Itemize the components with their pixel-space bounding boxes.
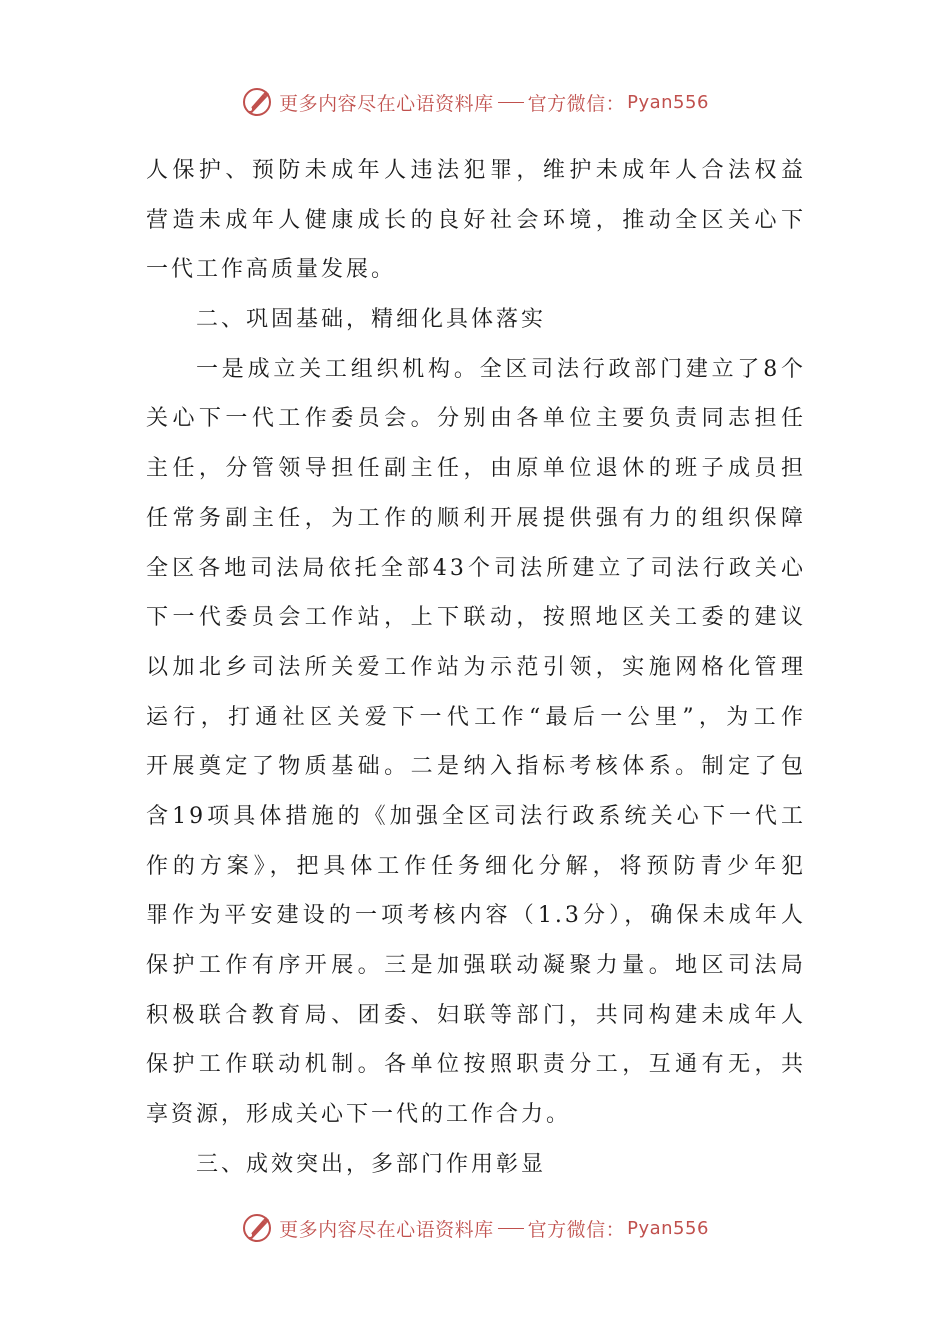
text-line: 保护工作有序开展。三是加强联动凝聚力量。地区司法局 xyxy=(146,953,806,978)
text-line: 运行，打通社区关爱下一代工作“最后一公里”，为工作 xyxy=(146,704,806,730)
pen-logo-icon xyxy=(241,86,273,118)
text-line: 全区各地司法局依托全部43个司法所建立了司法行政关心 xyxy=(146,555,806,581)
watermark-suffix: 官方微信： xyxy=(527,92,626,115)
text-line: 关心下一代工作委员会。分别由各单位主要负责同志担任 xyxy=(146,406,806,432)
watermark-text: 更多内容尽在心语资料库 xyxy=(279,92,494,115)
text-line: 任常务副主任，为工作的顺利开展提供强有力的组织保障 xyxy=(146,505,806,531)
text-line: 一代工作高质量发展。 xyxy=(146,257,397,283)
text-line: 保护工作联动机制。各单位按照职责分工，互通有无，共 xyxy=(146,1052,806,1078)
text-line: 主任，分管领导担任副主任，由原单位退休的班子成员担 xyxy=(146,456,806,482)
text-line: 下一代委员会工作站，上下联动，按照地区关工委的建议 xyxy=(146,605,806,631)
text-line: 一是成立关工组织机构。全区司法行政部门建立了8个 xyxy=(196,356,806,382)
document-body xyxy=(146,146,806,1189)
watermark-text: 更多内容尽在心语资料库 xyxy=(279,1218,494,1241)
text-line: 罪作为平安建设的一项考核内容（1.3分），确保未成年人 xyxy=(146,903,806,929)
pen-logo-icon xyxy=(241,1212,273,1244)
watermark-dash xyxy=(498,102,524,103)
watermark-footer xyxy=(0,1208,950,1248)
watermark-suffix: 官方微信： xyxy=(527,1218,626,1241)
text-line: 享资源，形成关心下一代的工作合力。 xyxy=(146,1102,572,1128)
watermark-handle: Pyan556 xyxy=(627,91,709,113)
text-line: 以加北乡司法所关爱工作站为示范引领，实施网格化管理 xyxy=(146,654,806,680)
watermark-dash xyxy=(498,1228,524,1229)
watermark-handle: Pyan556 xyxy=(627,1217,709,1239)
text-line: 积极联合教育局、团委、妇联等部门，共同构建未成年人 xyxy=(146,1002,806,1028)
text-line: 含19项具体措施的《加强全区司法行政系统关心下一代工 xyxy=(146,803,806,829)
watermark-header xyxy=(0,82,950,122)
text-line: 作的方案》，把具体工作任务细化分解，将预防青少年犯 xyxy=(146,853,806,879)
section-heading: 三、成效突出，多部门作用彰显 xyxy=(196,1151,547,1177)
text-line: 开展奠定了物质基础。二是纳入指标考核体系。制定了包 xyxy=(146,754,806,780)
text-line: 营造未成年人健康成长的良好社会环境，推动全区关心下 xyxy=(146,207,806,233)
text-line: 人保护、预防未成年人违法犯罪，维护未成年人合法权益 xyxy=(146,158,806,183)
section-heading: 二、巩固基础，精细化具体落实 xyxy=(196,307,547,333)
